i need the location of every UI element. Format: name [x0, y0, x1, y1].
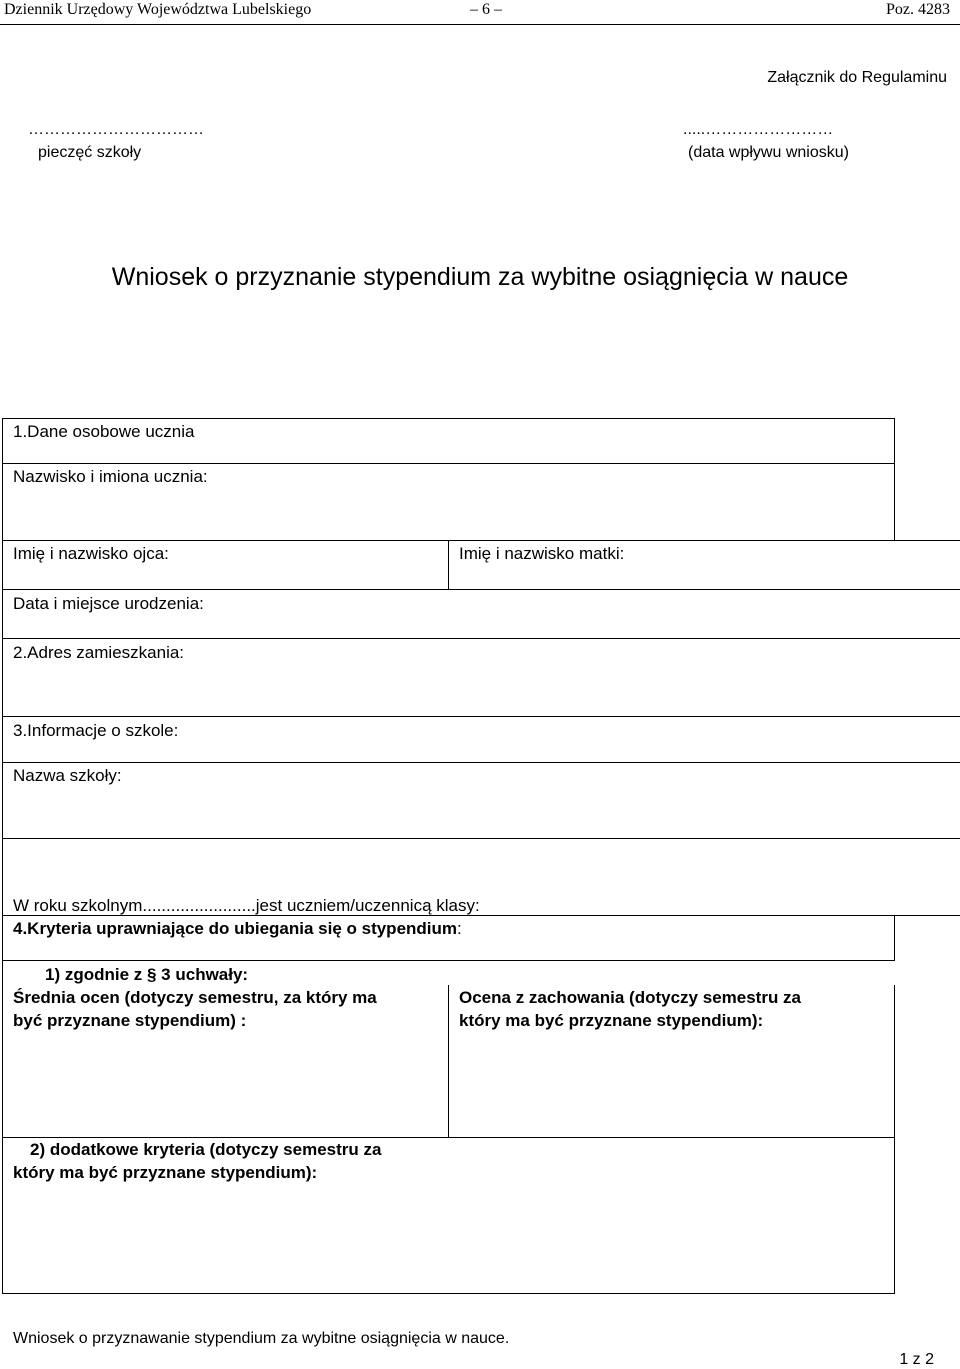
school-year-label: W roku szkolnym........................jest uczniem/uczennicą klasy:	[13, 896, 480, 915]
birth-label: Data i miejsce urodzenia:	[13, 594, 204, 613]
section-1-heading: 1.Dane osobowe ucznia	[13, 422, 195, 441]
student-name-label: Nazwisko i imiona ucznia:	[13, 467, 208, 486]
footer-page-count: 1 z 2	[899, 1351, 934, 1368]
form-title: Wniosek o przyznanie stypendium za wybitne osiągnięcia w nauce	[111, 263, 849, 291]
section-4-heading-colon: :	[457, 919, 462, 938]
school-name-label: Nazwa szkoły:	[13, 766, 122, 785]
header-rule	[0, 24, 960, 25]
date-received-label: (data wpływu wniosku)	[688, 144, 849, 161]
section-4-heading	[13, 918, 462, 939]
section-4-heading-text: 4.Kryteria uprawniające do ubiegania się o stypendium	[13, 919, 458, 938]
criterion-1-label: 1) zgodnie z § 3 uchwały:	[45, 965, 249, 984]
attachment-label: Załącznik do Regulaminu	[767, 69, 947, 86]
date-dots: .....……………………	[683, 121, 834, 138]
journal-name: Dziennik Urzędowy Województwa Lubelskiego	[4, 1, 312, 18]
average-grade-label-line1: Średnia ocen (dotyczy semestru, za który ma	[13, 988, 377, 1007]
average-grade-label-line2: być przyznane stypendium) :	[13, 1011, 247, 1030]
stamp-dots: ……………………………	[28, 121, 204, 138]
father-name-label: Imię i nazwisko ojca:	[13, 544, 169, 563]
section-2-heading: 2.Adres zamieszkania:	[13, 643, 185, 662]
footer-text: Wniosek o przyznawanie stypendium za wybitne osiągnięcia w nauce.	[13, 1330, 510, 1347]
school-stamp-label: pieczęć szkoły	[38, 144, 142, 161]
position-number: Poz. 4283	[886, 1, 950, 18]
mother-name-label: Imię i nazwisko matki:	[459, 544, 625, 563]
conduct-grade-label-line2: który ma być przyznane stypendium):	[459, 1011, 764, 1030]
page-number: – 6 –	[470, 1, 502, 18]
section-3-heading: 3.Informacje o szkole:	[13, 721, 179, 740]
conduct-grade-label-line1: Ocena z zachowania (dotyczy semestru za	[459, 988, 802, 1007]
criterion-2-label-line1: 2) dodatkowe kryteria (dotyczy semestru za	[30, 1140, 382, 1159]
form-border-left	[2, 418, 3, 1294]
criterion-2-label-line2: który ma być przyznane stypendium):	[13, 1163, 318, 1182]
